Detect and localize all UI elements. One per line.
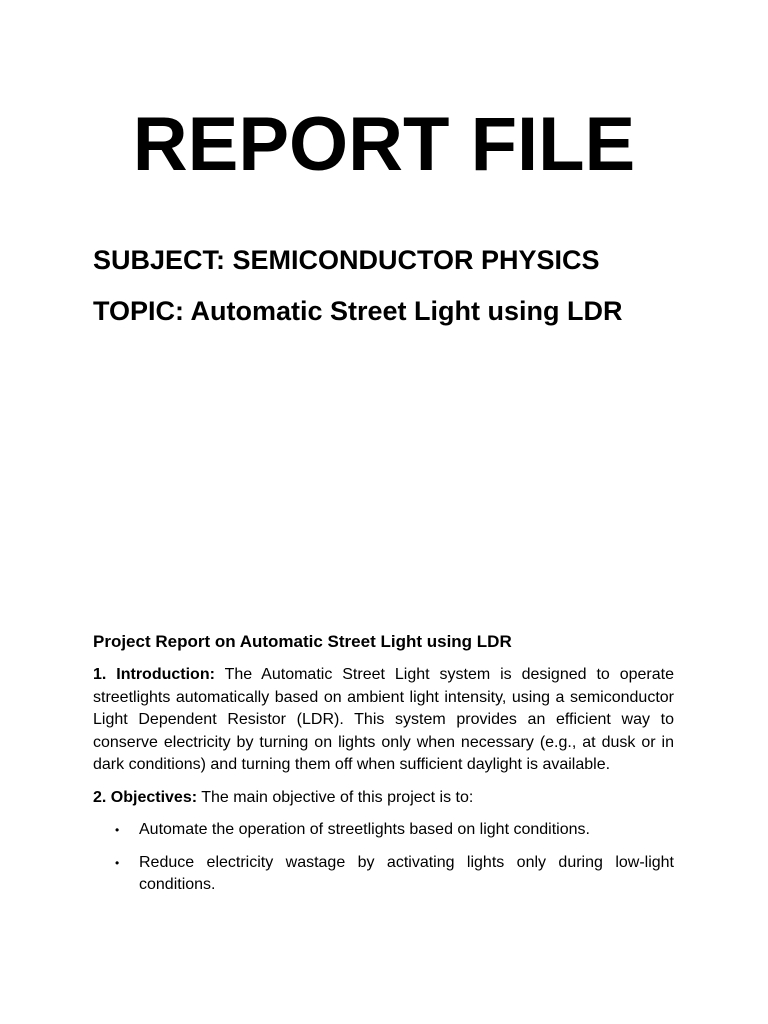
page-title: REPORT FILE xyxy=(132,102,636,187)
list-item xyxy=(93,819,674,842)
bullet-icon: • xyxy=(115,855,120,870)
introduction-label: 1. Introduction: xyxy=(93,666,215,683)
objectives-text: The main objective of this project is to: xyxy=(197,788,474,806)
subject-line: SUBJECT: SEMICONDUCTOR PHYSICS xyxy=(93,245,600,275)
objectives-label: 2. Objectives: xyxy=(93,788,198,806)
topic-line: TOPIC: Automatic Street Light using LDR xyxy=(93,296,623,326)
report-heading: Project Report on Automatic Street Light using LDR xyxy=(93,632,512,651)
objectives-list xyxy=(93,819,674,897)
bullet-icon: • xyxy=(115,823,120,837)
objectives-paragraph xyxy=(93,787,674,810)
introduction-paragraph xyxy=(93,664,674,777)
list-item-text: Reduce electricity wastage by activating lights only during low-light conditions. xyxy=(139,853,674,893)
introduction-text: The Automatic Street Light system is designed to operate streetlights automatically based on ambient light intensity, using a semiconductor Light Dependent Resistor (LDR). This system provides an efficient way to conserve electricity by turning on lights only when necessary (e.g., at dusk or in dark conditions) and turning them off when sufficient daylight is available. xyxy=(93,666,674,773)
list-item-text: Automate the operation of streetlights based on light conditions. xyxy=(139,821,590,838)
report-body xyxy=(93,630,674,907)
list-item xyxy=(93,852,674,897)
